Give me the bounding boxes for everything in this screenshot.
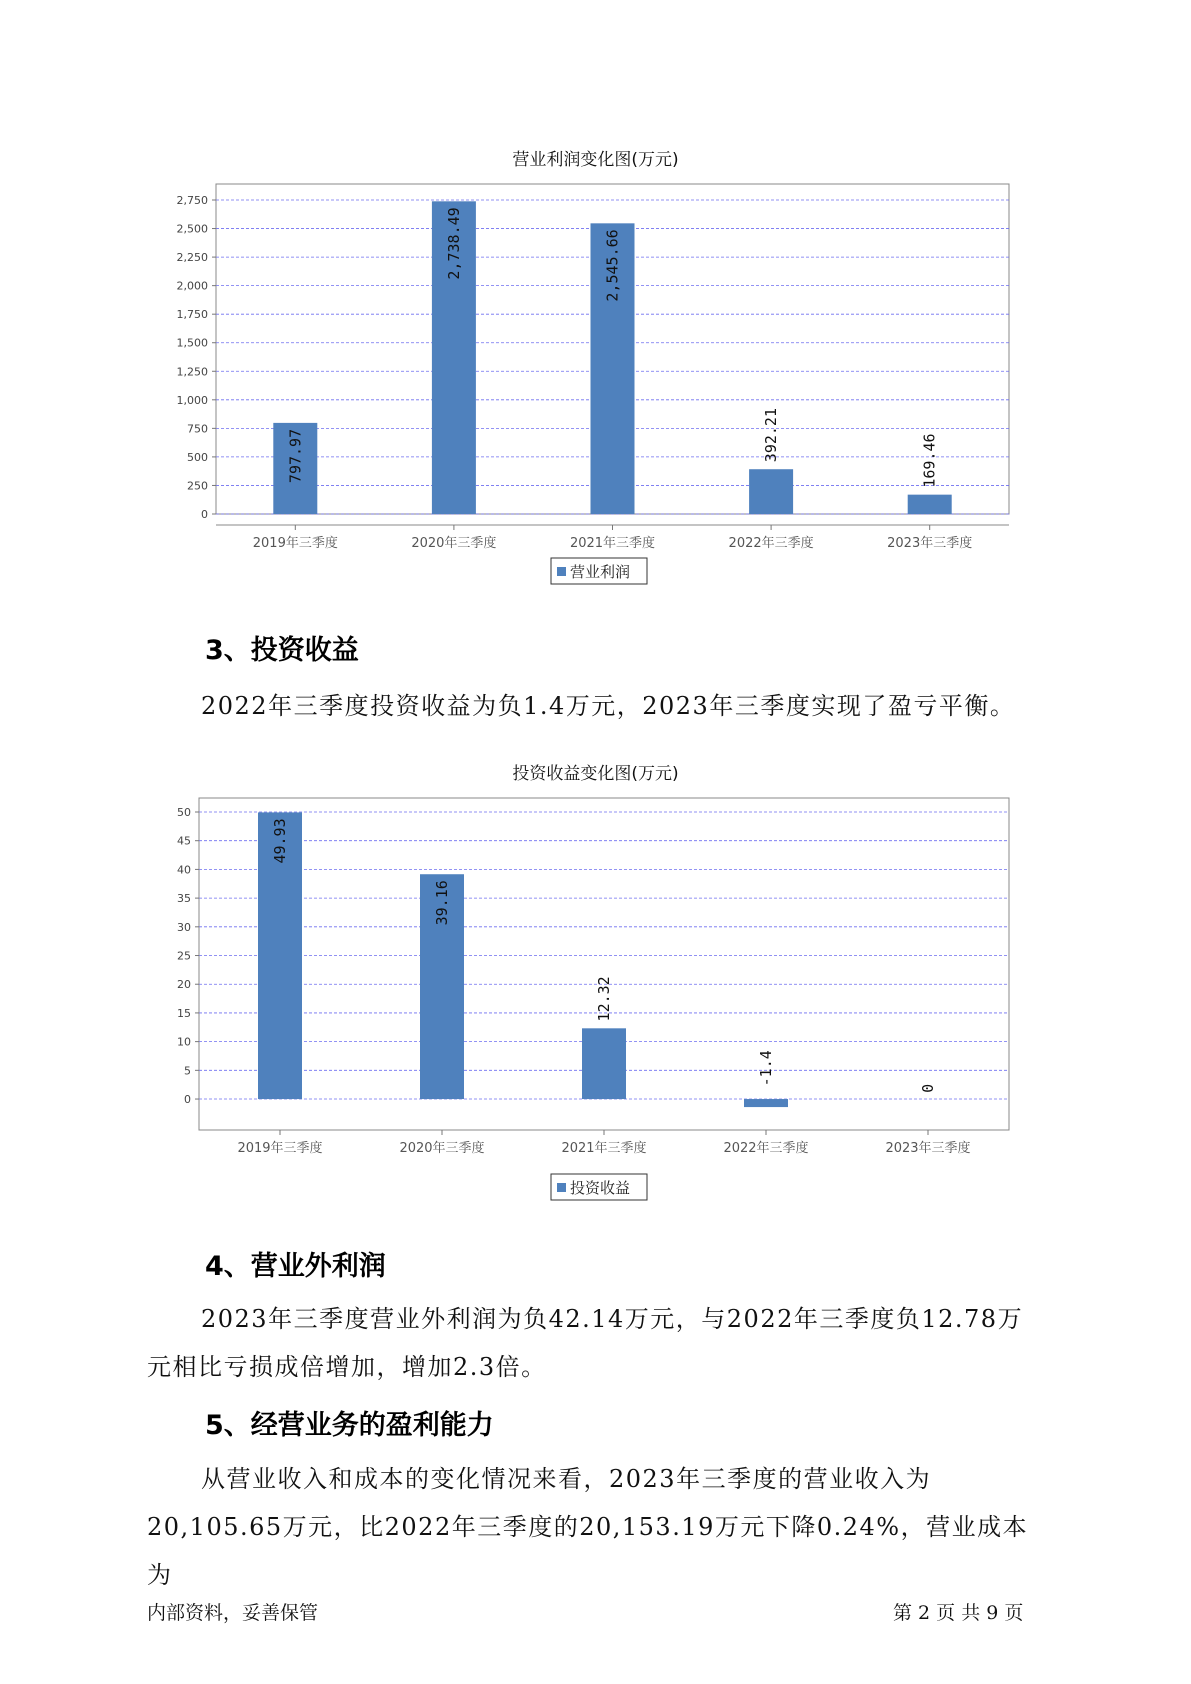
legend-label: 投资收益: [570, 1179, 631, 1197]
value-label: 169.46: [920, 433, 939, 488]
y-tick-label: 10: [177, 1035, 191, 1049]
y-tick-label: 20: [177, 978, 191, 992]
y-tick-label: 2,500: [176, 222, 208, 236]
y-tick-label: 2,250: [176, 251, 208, 265]
value-label: 2,545.66: [603, 229, 622, 302]
legend: [551, 1174, 647, 1200]
y-tick-label: 35: [177, 892, 191, 906]
x-tick-label: 2023年三季度: [887, 536, 973, 551]
x-tick-label: 2019年三季度: [237, 1141, 323, 1156]
section5-paragraph: [147, 1455, 1047, 1599]
section4-paragraph: [147, 1295, 1047, 1391]
section5-heading: 5、经营业务的盈利能力: [205, 1410, 494, 1441]
x-tick-label: 2022年三季度: [728, 536, 814, 551]
value-label: 2,738.49: [444, 207, 463, 280]
y-tick-label: 1,000: [176, 393, 208, 407]
value-label: -1.4: [757, 1050, 775, 1087]
value-label: 797.97: [286, 428, 305, 484]
legend-label: 营业利润: [570, 563, 631, 581]
y-tick-label: 50: [177, 806, 191, 819]
y-tick-label: 40: [177, 863, 191, 877]
y-tick-label: 5: [184, 1064, 191, 1078]
footer-confidential: 内部资料，妥善保管: [147, 1602, 319, 1624]
section4-line2: 元相比亏损成倍增加，增加2.3倍。: [147, 1353, 547, 1381]
y-tick-label: 1,500: [176, 336, 208, 350]
bar: [582, 1028, 626, 1099]
chart1-title: 营业利润变化图(万元): [512, 150, 679, 170]
x-tick-label: 2020年三季度: [411, 536, 497, 551]
y-tick-label: 2,750: [176, 194, 208, 207]
section3-heading: 3、投资收益: [205, 635, 359, 666]
value-label: 39.16: [433, 880, 451, 926]
x-tick-label: 2021年三季度: [569, 536, 656, 551]
y-tick-label: 0: [201, 508, 208, 521]
value-label: 392.21: [762, 408, 781, 463]
y-tick-label: 750: [187, 422, 208, 436]
y-tick-label: 15: [177, 1006, 191, 1020]
y-tick-label: 500: [187, 450, 208, 464]
section5-line2: 20,105.65万元，比2022年三季度的20,153.19万元下降0.24%，营业成本为: [147, 1513, 1029, 1589]
value-label: 0: [919, 1083, 937, 1093]
y-tick-label: 1,750: [176, 308, 208, 322]
footer-page-number: 第 2 页 共 9 页: [893, 1602, 1024, 1624]
y-tick-label: 45: [177, 834, 191, 848]
value-label: 12.32: [595, 976, 613, 1022]
legend-swatch: [557, 1183, 566, 1192]
y-tick-label: 0: [184, 1093, 191, 1107]
section5-line1: 从营业收入和成本的变化情况来看，2023年三季度的营业收入为: [201, 1465, 932, 1493]
y-tick-label: 250: [187, 479, 208, 493]
section4-line1: 2023年三季度营业外利润为负42.14万元，与2022年三季度负12.78万: [201, 1305, 1024, 1333]
y-tick-label: 30: [177, 920, 191, 934]
y-tick-label: 25: [177, 949, 191, 963]
y-tick-label: 2,000: [176, 279, 208, 293]
bar: [744, 1099, 788, 1107]
x-tick-label: 2023年三季度: [885, 1141, 971, 1156]
chart2-title: 投资收益变化图(万元): [512, 764, 679, 784]
section4-heading: 4、营业外利润: [205, 1251, 386, 1282]
x-tick-label: 2022年三季度: [723, 1141, 809, 1156]
y-tick-label: 1,250: [176, 365, 208, 379]
x-tick-label: 2020年三季度: [399, 1141, 485, 1156]
value-label: 49.93: [271, 818, 289, 864]
x-tick-label: 2021年三季度: [561, 1141, 647, 1156]
section3-line1: 2022年三季度投资收益为负1.4万元，2023年三季度实现了盈亏平衡。: [201, 692, 1016, 720]
x-tick-label: 2019年三季度: [252, 536, 338, 551]
